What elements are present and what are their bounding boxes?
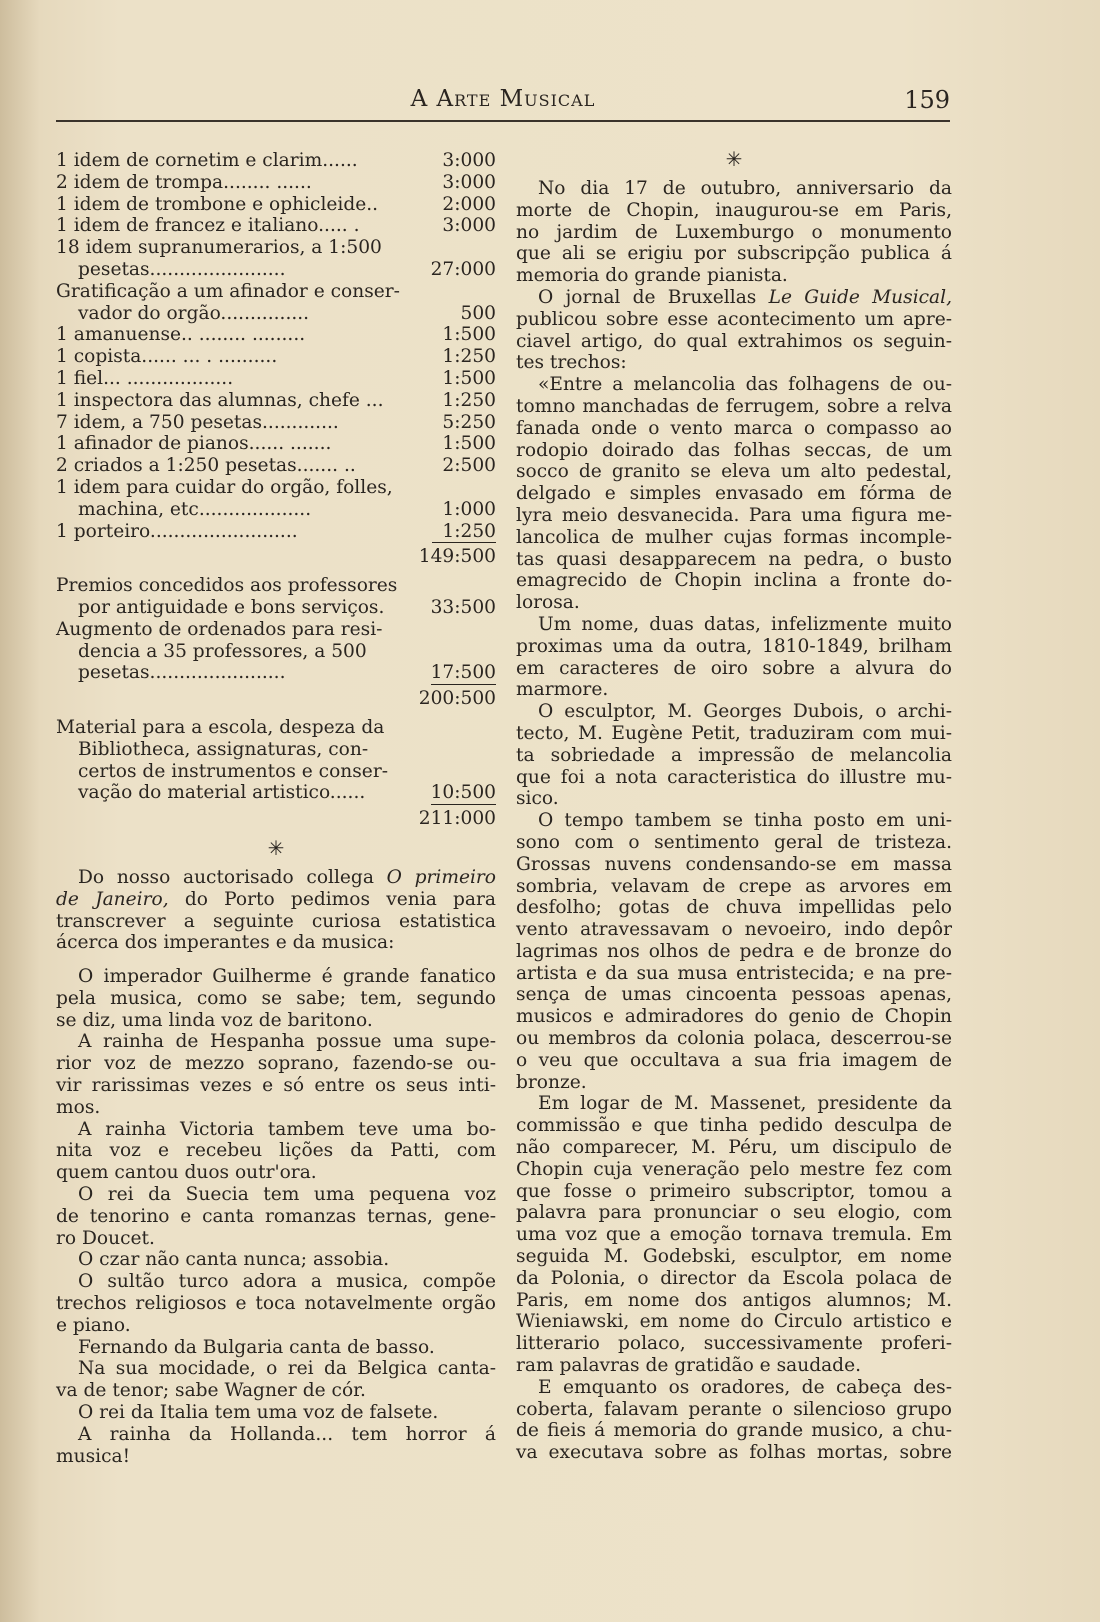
text-line: morte de Chopin, inaugurou-se em Paris,: [516, 199, 952, 221]
text-line: uma voz que a emoção tornava tremula. Em: [516, 1224, 952, 1246]
text-line: sono com o sentimento geral de tristeza.: [516, 831, 952, 853]
paragraph: [516, 701, 952, 810]
intro-paragraph: [56, 867, 496, 954]
subtotal-amount: 149:500: [418, 546, 496, 568]
text-line: ta sobriedade a impressão de melancolia: [516, 744, 952, 766]
text-line: tes trechos:: [516, 352, 627, 374]
text-line: ou membros da colonia polaca, descerrou-se: [516, 1028, 952, 1050]
subtotal-amount: 200:500: [418, 688, 496, 710]
text-line: vir rarissimas vezes e só entre os seus inti-: [56, 1075, 496, 1097]
spacer: [56, 954, 496, 966]
table-row: [56, 412, 496, 434]
paragraph: [56, 1249, 496, 1271]
row-label: 1 porteiro.........................: [56, 520, 298, 542]
row-amount: 1:500: [442, 433, 496, 455]
text-line: lyra meio desvanecida. Para uma figura me-: [516, 504, 952, 526]
row-amount: 500: [460, 302, 496, 324]
row-amount: 2:500: [442, 455, 496, 477]
text-line: No dia 17 de outubro, anniversario da: [538, 178, 952, 199]
text-line: A rainha de Hespanha possue uma supe-: [78, 1031, 496, 1053]
row-amount: 1:250: [442, 346, 496, 368]
table-row: [56, 368, 496, 390]
paragraph: [56, 1271, 496, 1336]
table-row: [56, 281, 496, 303]
text-line: «Entre a melancolia das folhagens de ou-: [538, 374, 952, 396]
text-line: sico.: [516, 788, 559, 810]
text-line: O tempo tambem se tinha posto em uni-: [538, 810, 952, 832]
section-ornament: ✳: [725, 147, 743, 171]
text-line: delgado e simples envasado em fórma de: [516, 483, 952, 505]
row-label: 7 idem, a 750 pesetas.............: [56, 411, 339, 433]
text-line: Chopin cuja veneração pelo mestre fez com: [516, 1158, 952, 1180]
paragraph: [516, 287, 952, 374]
row-amount: [432, 761, 496, 783]
row-label: 1 copista...... ... . ..........: [56, 346, 278, 368]
table-row: [56, 433, 496, 455]
text-line: Em logar de M. Massenet, presidente da: [538, 1093, 952, 1115]
text-line: tas quasi desapparecem na pedra, o busto: [516, 548, 952, 570]
table-row: [56, 172, 496, 194]
running-header: [56, 84, 950, 122]
text-line: da Polonia, o director da Escola polaca de: [516, 1267, 952, 1289]
text-line: O rei da Italia tem uma voz de falsete.: [78, 1402, 439, 1424]
row-amount: [432, 237, 496, 259]
table-row: [56, 641, 496, 663]
row-label: vador do orgão...............: [78, 302, 310, 324]
total-amount: 211:000: [418, 808, 496, 830]
paragraph: [56, 1358, 496, 1402]
table-row: [56, 237, 496, 259]
text-line: O esculptor, M. Georges Dubois, o archi-: [538, 701, 952, 723]
row-amount: [432, 619, 496, 641]
text-line: O jornal de Bruxellas Le Guide Musical,: [538, 286, 953, 308]
text-line: que ali se erigiu por subscripção publica á: [516, 243, 952, 265]
text-line: Do nosso auctorisado collega O primeiro: [78, 866, 496, 888]
row-label: Gratificação a um afinador e conser-: [56, 280, 400, 302]
row-label: 1 idem para cuidar do orgão, folles,: [56, 476, 393, 498]
text-line: emagrecido de Chopin inclina a fronte do-: [516, 570, 952, 592]
table-row: [56, 619, 496, 641]
row-label: vação do material artistico......: [78, 782, 366, 804]
row-label: pesetas.......................: [78, 258, 286, 280]
row-label: 1 inspectora das alumnas, chefe ...: [56, 389, 384, 411]
text-line: va executava sobre as folhas mortas, sobre: [516, 1442, 952, 1464]
row-amount: 3:000: [442, 171, 496, 193]
subtotal-row: [56, 688, 496, 710]
paragraph: [56, 1119, 496, 1184]
text-line: Wieniawski, em nome do Circulo artistico e: [516, 1311, 952, 1333]
text-line: Paris, em nome dos antigos alumnos; M.: [516, 1289, 952, 1311]
text-line: ácerca dos imperantes e da musica:: [56, 932, 395, 954]
text-line: Fernando da Bulgaria canta de basso.: [78, 1336, 435, 1358]
right-column: [516, 147, 953, 1464]
row-amount: 2:000: [442, 193, 496, 215]
row-amount: [432, 717, 496, 739]
row-amount: [432, 281, 496, 303]
article-body-right: [516, 178, 952, 1464]
paragraph: [516, 614, 952, 701]
row-label: 1 fiel... ..................: [56, 367, 234, 389]
row-label: 2 idem de trompa........ ......: [56, 171, 312, 193]
text-line: de Janeiro, do Porto pedimos venia para: [56, 888, 496, 910]
article-body-left: [56, 966, 496, 1467]
row-label: 18 idem supranumerarios, a 1:500: [56, 237, 382, 259]
text-line: ro Doucet.: [56, 1227, 155, 1249]
row-amount: [432, 739, 496, 761]
row-label: 1 idem de trombone e ophicleide..: [56, 193, 379, 215]
text-line: Um nome, duas datas, infelizmente muito: [538, 613, 952, 635]
table-row: [56, 717, 496, 739]
text-line: publicou sobre esse acontecimento um apre-: [516, 308, 952, 330]
total-row: [56, 808, 496, 830]
row-amount: [432, 575, 496, 597]
table-row: [56, 455, 496, 477]
row-amount: 1:500: [442, 324, 496, 346]
row-label: dencia a 35 professores, a 500: [78, 640, 367, 662]
text-line: A rainha da Hollanda... tem horror á: [78, 1423, 496, 1445]
row-amount: 3:000: [442, 215, 496, 237]
text-line: bronze.: [516, 1071, 587, 1093]
row-label: Bibliotheca, assignaturas, con-: [78, 738, 369, 760]
row-amount: 33:500: [430, 596, 496, 618]
paragraph: [56, 1424, 496, 1468]
page-number: 159: [904, 86, 950, 114]
text-line: memoria do grande pianista.: [516, 265, 788, 287]
paragraph: [516, 374, 952, 614]
budget-table: [56, 150, 496, 543]
premios-table: [56, 575, 496, 685]
text-line: nita voz e recebeu lições da Patti, com: [56, 1140, 496, 1162]
table-row: [56, 499, 496, 521]
row-label: Premios concedidos aos professores: [56, 575, 398, 597]
text-line: va de tenor; sabe Wagner de cór.: [56, 1380, 366, 1402]
row-amount: 3:000: [442, 150, 496, 171]
text-line: sença de umas cincoenta pessoas apenas,: [516, 984, 952, 1006]
text-line: no jardim de Luxemburgo o monumento: [516, 221, 952, 243]
paragraph: [516, 810, 952, 1093]
row-amount: 27:000: [430, 258, 496, 280]
table-row: [56, 390, 496, 412]
text-line: vento atravessavam o nevoeiro, indo depôr: [516, 919, 952, 941]
row-amount: 1:250: [432, 521, 496, 544]
text-line: o veu que occultava a sua fria imagem de: [516, 1049, 952, 1071]
text-line: sombria, velavam de crepe as arvores em: [516, 875, 952, 897]
table-row: [56, 303, 496, 325]
table-row: [56, 739, 496, 761]
text-line: lorosa.: [516, 592, 580, 614]
paragraph: [56, 966, 496, 1031]
section-ornament: ✳: [267, 835, 285, 860]
row-amount: [432, 641, 496, 663]
text-line: em caracteres de oiro sobre a alvura do: [516, 657, 952, 679]
text-line: O imperador Guilherme é grande fanatico: [78, 966, 496, 988]
text-line: O czar não canta nunca; assobia.: [78, 1249, 390, 1271]
text-line: e piano.: [56, 1314, 131, 1336]
text-line: coberta, falavam perante o silencioso grupo: [516, 1398, 952, 1420]
table-row: [56, 259, 496, 281]
row-amount: 5:250: [442, 411, 496, 433]
table-row: [56, 521, 496, 544]
subtotal-row: [56, 546, 496, 568]
paragraph: [516, 178, 952, 287]
paragraph: [56, 1184, 496, 1249]
text-line: musica!: [56, 1445, 131, 1467]
text-line: Na sua mocidade, o rei da Belgica canta-: [78, 1358, 496, 1380]
text-line: pela musica, como se sabe; tem, segundo: [56, 987, 496, 1009]
text-line: O sultão turco adora a musica, compõe: [78, 1271, 496, 1293]
table-row: [56, 215, 496, 237]
text-line: não comparecer, M. Péru, um discipulo de: [516, 1137, 952, 1159]
text-line: que foi a nota caracteristica do illustre mu-: [516, 766, 952, 788]
text-line: se diz, uma linda voz de baritono.: [56, 1009, 373, 1031]
table-row: [56, 346, 496, 368]
text-line: Grossas nuvens condensando-se em massa: [516, 853, 952, 875]
row-amount: 1:250: [442, 389, 496, 411]
row-label: Material para a escola, despeza da: [56, 716, 385, 738]
row-amount: 1:000: [442, 498, 496, 520]
row-amount: 17:500: [430, 662, 496, 684]
paragraph: [56, 1337, 496, 1359]
table-row: [56, 662, 496, 685]
text-line: que fosse o primeiro subscriptor, tomou a: [516, 1180, 952, 1202]
table-row: [56, 597, 496, 619]
row-label: 1 amanuense.. ........ .........: [56, 324, 306, 346]
journal-title: A Arte Musical: [410, 86, 596, 112]
text-line: ram palavras de gratidão e saudade.: [516, 1355, 861, 1377]
row-label: 1 idem de francez e italiano..... .: [56, 215, 360, 237]
text-line: rodopio doirado das folhas seccas, de um: [516, 439, 952, 461]
text-line: lancolica de mulher cujas formas incomple-: [516, 526, 952, 548]
text-line: seguida M. Godebski, esculptor, em nome: [516, 1246, 952, 1268]
material-table: [56, 717, 496, 805]
paragraph: [56, 1402, 496, 1424]
text-line: marmore.: [516, 679, 609, 701]
row-amount: 10:500: [430, 782, 496, 804]
text-line: tecto, M. Eugène Petit, traduziram com mui-: [516, 722, 952, 744]
text-line: rior voz de mezzo soprano, fazendo-se ou-: [56, 1053, 496, 1075]
table-row: [56, 575, 496, 597]
row-label: 1 afinador de pianos...... .......: [56, 433, 332, 455]
row-label: certos de instrumentos e conser-: [78, 760, 388, 782]
text-line: litterario polaco, successivamente proferi-: [516, 1333, 952, 1355]
row-label: Augmento de ordenados para resi-: [56, 618, 383, 640]
text-line: musicos e admiradores do genio de Chopin: [516, 1006, 952, 1028]
text-line: desfolho; gotas de chuva impellidas pelo: [516, 897, 952, 919]
row-amount: [432, 477, 496, 499]
text-line: transcrever a seguinte curiosa estatistica: [56, 910, 496, 932]
text-line: fanada onde o vento marca o compasso ao: [516, 417, 952, 439]
text-line: mos.: [56, 1096, 101, 1118]
text-line: proximas uma da outra, 1810-1849, brilham: [516, 635, 952, 657]
text-line: ciavel artigo, do qual extrahimos os seguin-: [516, 330, 952, 352]
row-label: 2 criados a 1:250 pesetas....... ..: [56, 455, 356, 477]
text-line: commissão e que tinha pedido desculpa de: [516, 1115, 952, 1137]
table-row: [56, 782, 496, 805]
text-line: lagrimas nos olhos de pedra e de bronze do: [516, 940, 952, 962]
text-line: socco de granito se eleva um alto pedestal,: [516, 461, 952, 483]
table-row: [56, 761, 496, 783]
row-label: pesetas.......................: [78, 662, 286, 684]
text-line: trechos religiosos e toca notavelmente orgão: [56, 1293, 496, 1315]
table-row: [56, 150, 496, 172]
row-amount: 1:500: [442, 367, 496, 389]
text-line: palavra para pronunciar o seu elogio, com: [516, 1202, 952, 1224]
paragraph: [56, 1031, 496, 1118]
left-column: [56, 150, 496, 1467]
text-line: de tenorino e canta romanzas ternas, gene-: [56, 1205, 496, 1227]
paragraph: [516, 1093, 952, 1376]
text-line: E emquanto os oradores, de cabeça des-: [538, 1376, 952, 1398]
row-label: 1 idem de cornetim e clarim......: [56, 150, 358, 171]
text-line: artista e da sua musa entristecida; e na pre-: [516, 962, 952, 984]
text-line: quem cantou duos outr'ora.: [56, 1162, 317, 1184]
table-row: [56, 194, 496, 216]
text-line: de fieis á memoria do grande musico, a chu-: [516, 1420, 952, 1442]
paragraph: [516, 1377, 952, 1464]
row-label: por antiguidade e bons serviços.: [78, 596, 385, 618]
table-row: [56, 324, 496, 346]
text-line: A rainha Victoria tambem teve uma bo-: [78, 1118, 496, 1140]
text-line: O rei da Suecia tem uma pequena voz: [78, 1184, 496, 1206]
row-label: machina, etc...................: [78, 498, 312, 520]
table-row: [56, 477, 496, 499]
text-line: tomno manchadas de ferrugem, sobre a relva: [516, 395, 952, 417]
